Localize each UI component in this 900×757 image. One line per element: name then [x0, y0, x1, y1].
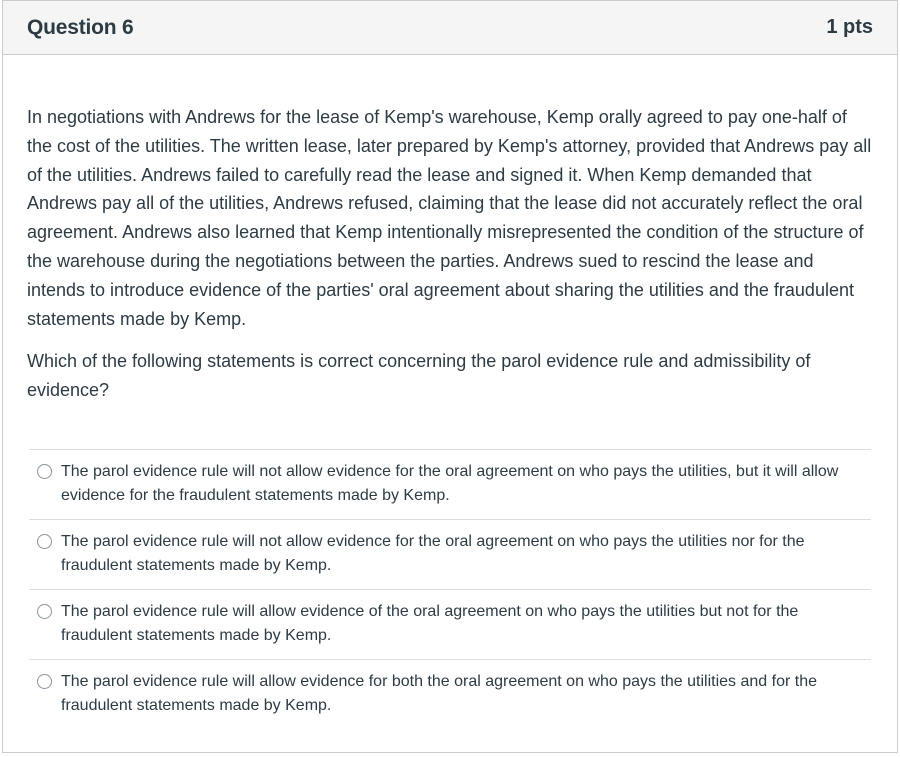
answer-list — [29, 449, 871, 729]
question-text — [27, 103, 873, 405]
answer-label[interactable]: The parol evidence rule will allow evidence of the oral agreement on who pays the utilities but not for the fraudulent statements made by Kemp. — [61, 602, 799, 644]
answer-label[interactable]: The parol evidence rule will not allow evidence for the oral agreement on who pays the utilities nor for the fraudulent statements made by Kemp. — [61, 532, 805, 574]
question-points: 1 pts — [826, 16, 873, 38]
answer-label[interactable]: The parol evidence rule will not allow evidence for the oral agreement on who pays the utilities, but it will allow evidence for the fraudulent statements made by Kemp. — [61, 462, 839, 504]
answer-option-3[interactable] — [29, 589, 871, 659]
radio-button[interactable] — [37, 674, 52, 689]
question-prompt: Which of the following statements is correct concerning the parol evidence rule and admissibility of evidence? — [27, 351, 811, 401]
answer-option-2[interactable] — [29, 519, 871, 589]
radio-button[interactable] — [37, 604, 52, 619]
question-header — [3, 1, 897, 55]
answer-option-4[interactable] — [29, 659, 871, 729]
question-card — [2, 0, 898, 753]
answer-label[interactable]: The parol evidence rule will allow evidence for both the oral agreement on who pays the utilities and for the fraudulent statements made by Kemp. — [61, 672, 817, 714]
question-title: Question 6 — [27, 15, 134, 39]
question-body — [3, 103, 897, 729]
radio-button[interactable] — [37, 534, 52, 549]
radio-button[interactable] — [37, 464, 52, 479]
answer-option-1[interactable] — [29, 449, 871, 519]
question-scenario: In negotiations with Andrews for the lease of Kemp's warehouse, Kemp orally agreed to pay one-half of the cost of the utilities. The written lease, later prepared by Kemp's attorney, provided that Andrews pay all of the utilities. Andrews failed to carefully read the lease and signed it. When Kemp demanded that Andrews pay all of the utilities, Andrews refused, claiming that the lease did not accurately reflect the oral agreement. Andrews also learned that Kemp intentionally misrepresented the condition of the structure of the warehouse during the negotiations between the parties. Andrews sued to rescind the lease and intends to introduce evidence of the parties' oral agreement about sharing the utilities and the fraudulent statements made by Kemp. — [27, 107, 872, 329]
